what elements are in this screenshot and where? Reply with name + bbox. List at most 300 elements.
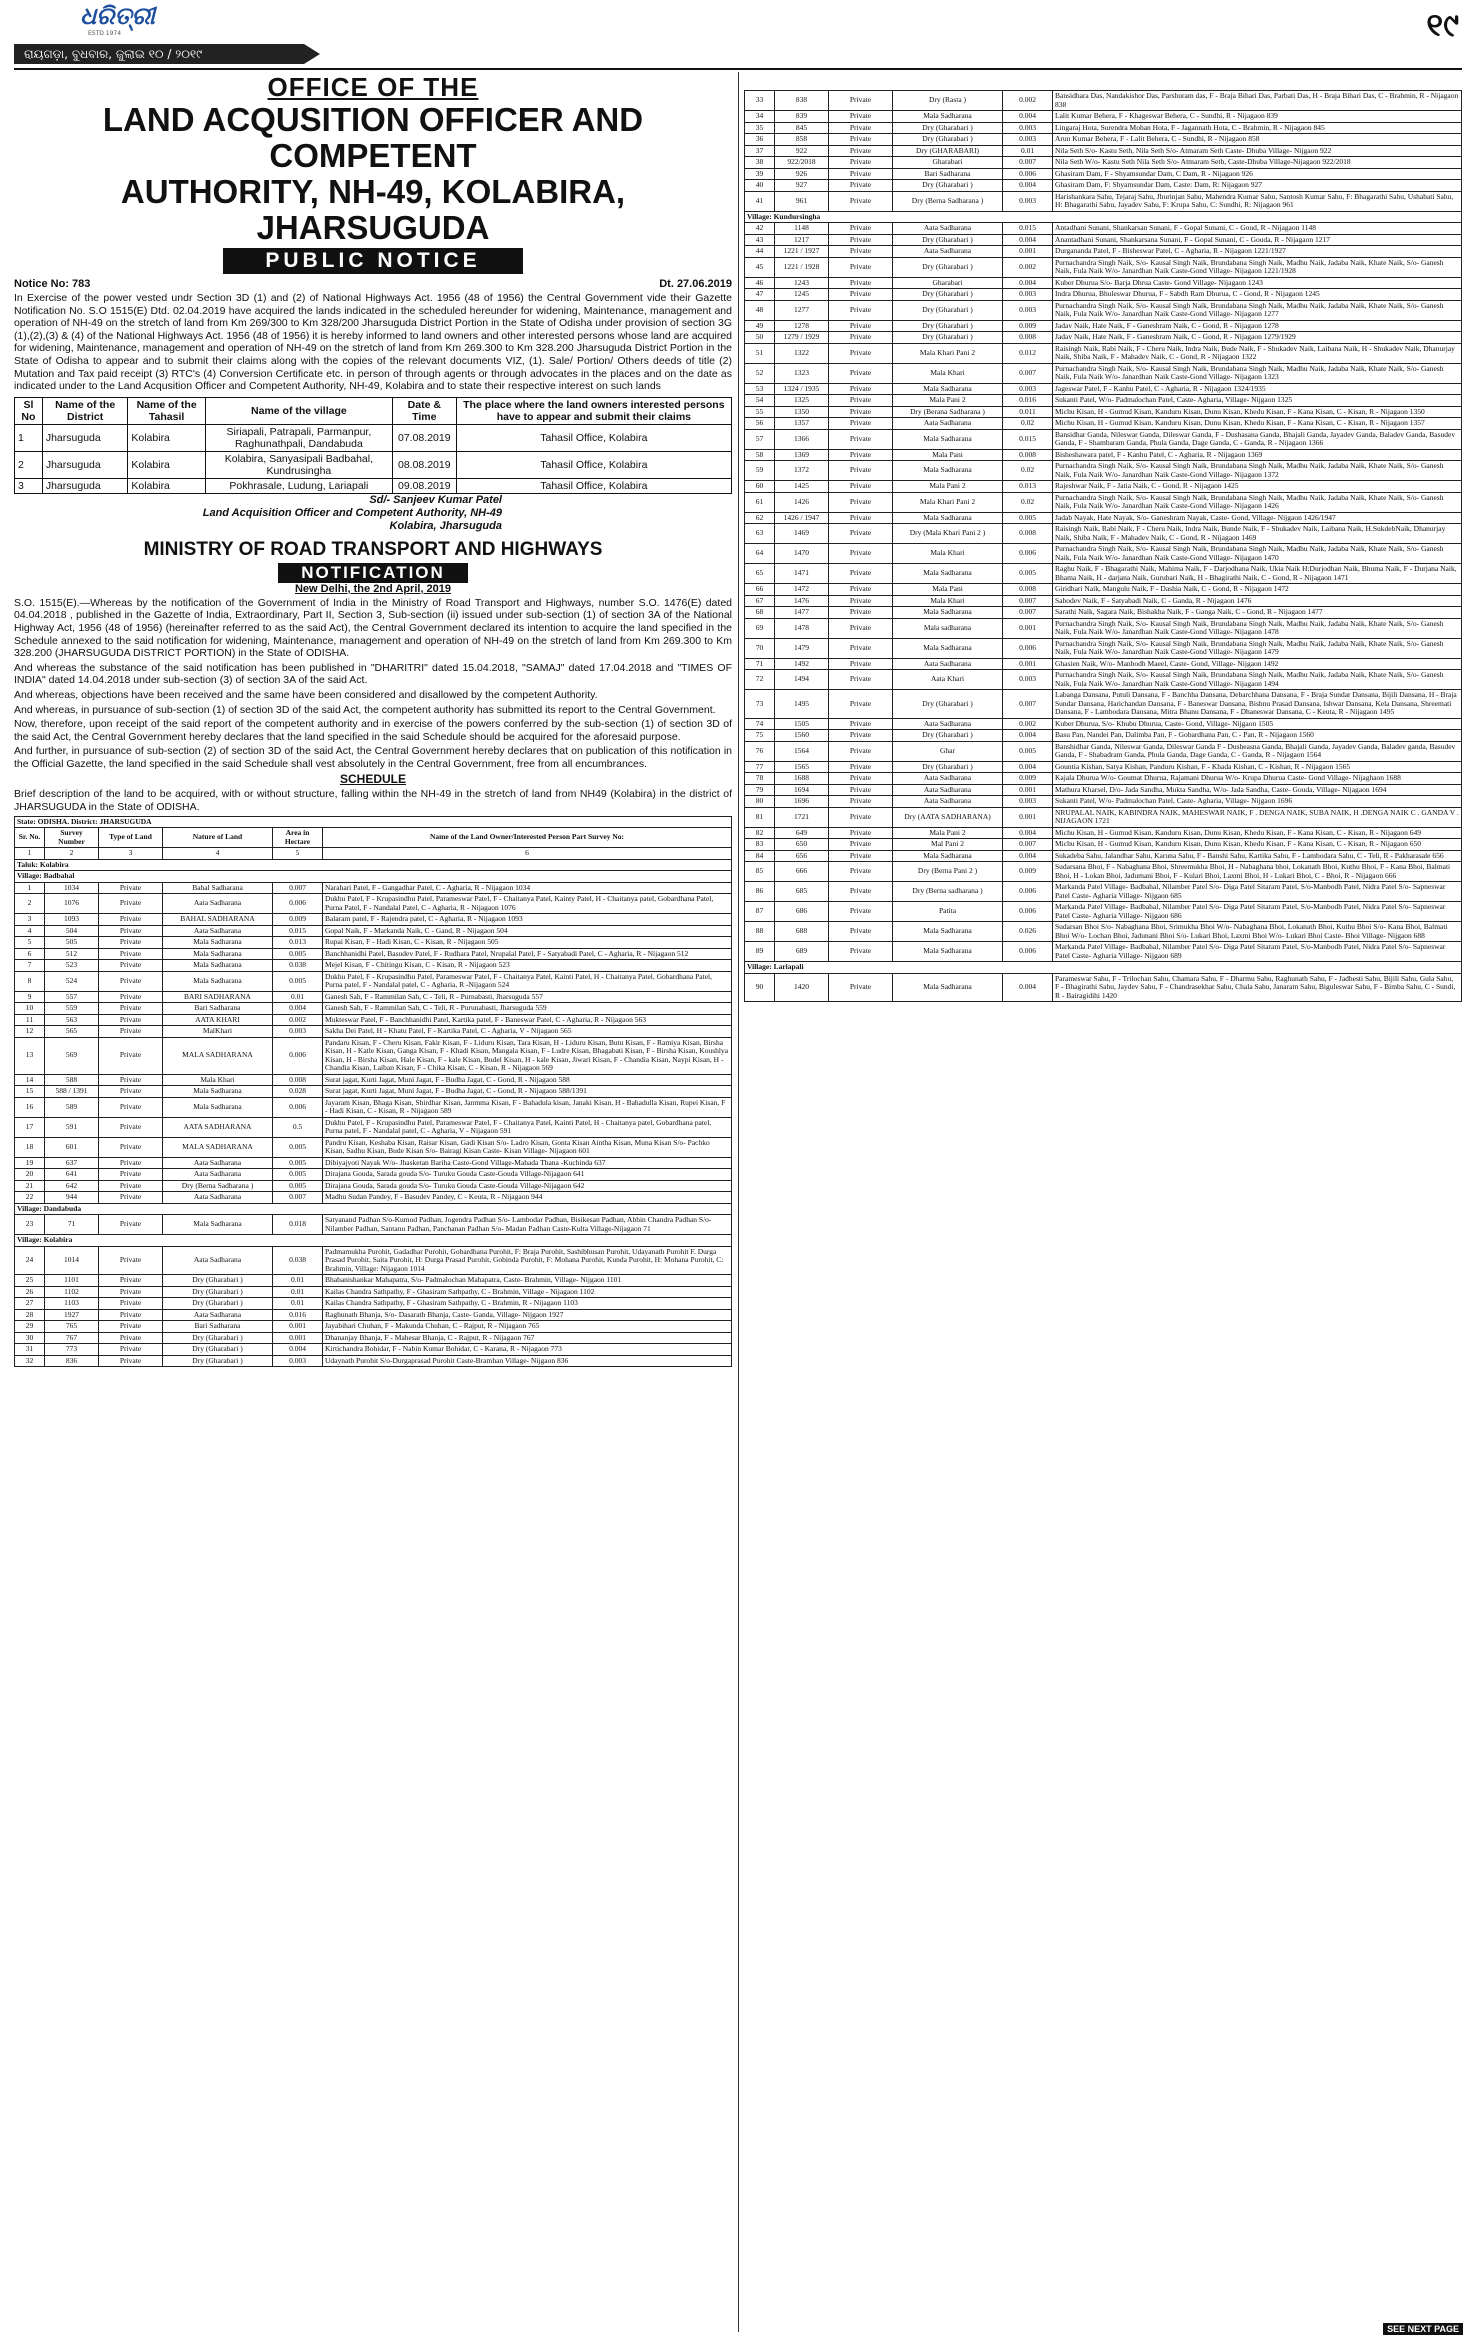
schedule-cell: 1372 <box>775 461 829 481</box>
schedule-cell: Mala Sadharana <box>893 512 1003 524</box>
schedule-cell: 601 <box>45 1137 99 1157</box>
schedule-cell: Private <box>829 320 893 332</box>
schedule-cell: Mala Khari <box>893 363 1003 383</box>
schedule-cell: 1479 <box>775 638 829 658</box>
schedule-cell: 1076 <box>45 894 99 914</box>
schedule-cell: 48 <box>745 300 775 320</box>
column-divider <box>738 72 739 2332</box>
schedule-row <box>745 741 1462 761</box>
schedule-cell: 0.038 <box>273 960 323 972</box>
schedule-header-cell: Type of Land <box>99 828 163 848</box>
schedule-cell: Mala Sadharana <box>893 111 1003 123</box>
schedule-cell: Aata Sadharana <box>163 1192 273 1204</box>
schedule-cell: Private <box>829 607 893 619</box>
schedule-cell: Jayaram Kisan, Bhaga Kisan, Shirdhar Kisan, Janmma Kisan, F - Bahadula kisan, Janaki Kisan, H - Bahadulla Kisan, Rupei Kisan, F - Hadi Kisan, C - Kisan, R - Nijagaon 589 <box>323 1097 732 1117</box>
schedule-cell: 524 <box>45 971 99 991</box>
schedule-cell: Dry (Gharabari ) <box>163 1344 273 1356</box>
schedule-cell: 20 <box>15 1169 45 1181</box>
schedule-cell: 637 <box>45 1157 99 1169</box>
schedule-cell: Sudarsana Bhoi, F - Nabaghana Bhoi, Shreemukha Bhoi, H - Nabaghana bhoi, Lokanath Bhoi, Kuthu Bhoi, F - Kana Bhoi, Balmati Bhoi, H - Lokan Bhoi, Jadumani Bhoi, F - Kulari Bhoi, Laxmi Bhoi, H - Lukari Bhoi, C - Bhoi, R - Nijagaon 666 <box>1053 862 1462 882</box>
schedule-cell: 0.006 <box>273 894 323 914</box>
schedule-cell: Private <box>99 1286 163 1298</box>
schedule-cell: Private <box>829 343 893 363</box>
schedule-cell: 9 <box>15 991 45 1003</box>
schedule-cell: Surat jagat, Kurti Jagat, Muni Jagat, F - Budha Jagat, C - Gond, R - Nijagaon 588/1391 <box>323 1086 732 1098</box>
schedule-cell: Sukanti Patel, W/o- Padmalochan Patel, Caste- Agharia, Village- Nijgaon 1696 <box>1053 796 1462 808</box>
schedule-cell: Private <box>829 564 893 584</box>
schedule-cell: Private <box>99 1117 163 1137</box>
schedule-row <box>15 991 732 1003</box>
schedule-row <box>745 773 1462 785</box>
schedule-cell: Ganesh Sah, F - Rammilan Sah, C - Teli, R - Purunabasti, Jharsuguda 559 <box>323 1003 732 1015</box>
schedule-cell: 50 <box>745 332 775 344</box>
schedule-cell: 1322 <box>775 343 829 363</box>
schedule-cell: 0.007 <box>1003 690 1053 719</box>
schedule-row <box>745 796 1462 808</box>
signature-block <box>14 494 732 533</box>
schedule-cell: 1148 <box>775 223 829 235</box>
schedule-cell: 1014 <box>45 1246 99 1275</box>
schedule-row <box>745 638 1462 658</box>
schedule-cell: 29 <box>15 1321 45 1333</box>
schedule-cell: 0.006 <box>1003 882 1053 902</box>
schedule-cell: 926 <box>775 168 829 180</box>
schedule-cell: 1495 <box>775 690 829 719</box>
schedule-cell: 68 <box>745 607 775 619</box>
schedule-row <box>745 449 1462 461</box>
schedule-cell: Sudarsan Bhoi S/o- Nabaghana Bhoi, Srimukha Bhoi W/o- Nabaghana Bhoi, Lokanath Bhoi, Kuthu Bhoi S/o- Kana Bhoi, Balmati Bhoi W/o- Lochan Bhoi, Jadunani Bhoi S/o- Lukari Bhoi, Laxmi Bhoi W/o- Lukari Bhoi Caste- Bhoi Village- Nijgaon 688 <box>1053 922 1462 942</box>
schedule-cell: Private <box>829 618 893 638</box>
schedule-cell: Mala Sadharana <box>893 922 1003 942</box>
table-cell: 08.08.2019 <box>392 451 456 478</box>
schedule-cell: Antadhani Sunani, Shankarsan Sunani, F - Gopal Sunani, C - Goud, R - Nijagaon 1148 <box>1053 223 1462 235</box>
schedule-cell: Dry (Gharabari ) <box>163 1286 273 1298</box>
schedule-cell: 1324 / 1935 <box>775 383 829 395</box>
schedule-cell: 0.009 <box>1003 862 1053 882</box>
schedule-cell: 838 <box>775 91 829 111</box>
schedule-cell: 36 <box>745 134 775 146</box>
schedule-cell: Kailas Chandra Sathpathy, F - Ghasiram Sathpathy, C - Brahmin, R - Nijagaon 1103 <box>323 1298 732 1310</box>
schedule-cell: Purnachandra Singh Naik, S/o- Kausal Singh Naik, Brundabana Singh Naik, Madhu Naik, Jadaba Naik, Khate Naik, S/o- Ganesh Naik, Fula Naik W/o- Janardhan Naik Caste-Gond Village- Nijagaon 1277 <box>1053 300 1462 320</box>
schedule-cell: 1425 <box>775 481 829 493</box>
schedule-cell: Balaram patel, F - Rajendra patel, C - Agharia, R - Nijagaon 1093 <box>323 914 732 926</box>
schedule-cell: Private <box>99 1355 163 1367</box>
schedule-cell: Aata Sadharana <box>163 1157 273 1169</box>
notice-date: Dt. 27.06.2019 <box>659 278 732 290</box>
schedule-cell: Dry (Gharabari ) <box>163 1355 273 1367</box>
schedule-cell: Gharabari <box>893 277 1003 289</box>
schedule-cell: Private <box>829 922 893 942</box>
schedule-cell: Patita <box>893 902 1003 922</box>
schedule-colnum-cell: 1 <box>15 848 45 860</box>
schedule-cell: 557 <box>45 991 99 1003</box>
schedule-row <box>745 524 1462 544</box>
schedule-cell: 0.007 <box>273 1192 323 1204</box>
schedule-cell: Dry (Berna sadharana ) <box>893 882 1003 902</box>
schedule-cell: 0.007 <box>1003 363 1053 383</box>
schedule-cell: 1477 <box>775 607 829 619</box>
signatory-name: Sd/- Sanjeev Kumar Patel <box>369 493 502 506</box>
schedule-header-cell: Nature of Land <box>163 828 273 848</box>
notice-number-line <box>14 278 732 290</box>
schedule-cell: AATA KHARI <box>163 1014 273 1026</box>
schedule-intro: Brief description of the land to be acquired, with or without structure, falling within the NH-49 in the stretch of land from NH49 (Kolabira) in the district of JHARSUGUDA in the State of ODISHA. <box>14 788 732 814</box>
schedule-cell: Private <box>99 971 163 991</box>
table-header-cell: Name of the village <box>205 397 392 424</box>
notification-para-4: And whereas, in pursuance of sub-section (1) of section 3D of the said Act, the competent authority has submitted its report to the Central Government. <box>14 703 716 716</box>
schedule-cell: Bansidhara Das, Nandakishor Das, Parshuram das, F - Braja Bihari Das, Parbati Das, H - Braja Bihari Das, C - Brahmin, R - Nijagaon 838 <box>1053 91 1462 111</box>
schedule-row <box>745 784 1462 796</box>
schedule-cell: Private <box>829 902 893 922</box>
schedule-row <box>745 134 1462 146</box>
table-row <box>15 451 732 478</box>
schedule-cell: 4 <box>15 925 45 937</box>
schedule-cell: Raisingh Naik, Rabi Naik, F - Cheru Naik, Indra Naik, Bunde Naik, F - Shukadev Naik, Laibana Naik, H.SukdebNaik, Dhanurjay Naik, Shiba Naik, F - Mahadev Naik, C - Gond, R - Nijagaon 1469 <box>1053 524 1462 544</box>
schedule-row <box>15 1097 732 1117</box>
schedule-cell: 1505 <box>775 718 829 730</box>
top-rule <box>14 68 1462 70</box>
logo-subtitle: ESTD 1974 <box>88 30 122 37</box>
notification-banner: NOTIFICATION <box>278 563 468 583</box>
schedule-row <box>745 827 1462 839</box>
schedule-cell: Rupai Kisan, F - Hadi Kisan, C - Kisan, R - Nijagaon 505 <box>323 937 732 949</box>
schedule-cell: Aata Sadharana <box>893 658 1003 670</box>
schedule-cell: 28 <box>15 1309 45 1321</box>
notification-para-6: And further, in pursuance of sub-section (2) of section 3D of the said Act, the Central Government hereby declares that on publication of this notification in the Official Gazette, the land specified in the said Schedule shall vest absolutely in the Central Government, free from all encumbrances. <box>14 745 732 770</box>
schedule-cell: 523 <box>45 960 99 972</box>
schedule-cell: 0.015 <box>273 925 323 937</box>
schedule-cell: 565 <box>45 1026 99 1038</box>
schedule-cell: 75 <box>745 730 775 742</box>
schedule-cell: Private <box>99 1321 163 1333</box>
schedule-row <box>745 942 1462 962</box>
table-cell: Tahasil Office, Kolabira <box>456 451 731 478</box>
schedule-cell: 1721 <box>775 807 829 827</box>
schedule-cell: Private <box>829 332 893 344</box>
schedule-cell: Purnachandra Singh Naik, S/o- Kausal Singh Naik, Brundabana Singh Naik, Madhu Naik, Jadaba Naik, Khate Naik, S/o- Ganesh Naik, Fula Naik W/o- Janardhan Naik Caste-Gond Village- Nijagaon 1494 <box>1053 670 1462 690</box>
schedule-cell: 0.013 <box>273 937 323 949</box>
schedule-cell: 1492 <box>775 658 829 670</box>
schedule-cell: 944 <box>45 1192 99 1204</box>
schedule-cell: Dry (Gharabari ) <box>893 690 1003 719</box>
schedule-cell: Mala Pani 2 <box>893 481 1003 493</box>
schedule-cell: Mala Sadharana <box>163 1097 273 1117</box>
schedule-cell: Mala Khari <box>893 544 1003 564</box>
notice-number: Notice No: 783 <box>14 278 91 290</box>
schedule-cell: Private <box>99 960 163 972</box>
table-cell: 09.08.2019 <box>392 478 456 493</box>
schedule-cell: 0.007 <box>1003 157 1053 169</box>
schedule-row <box>745 461 1462 481</box>
schedule-cell: Sukanti Patel, W/o- Padmalochan Patel, Caste- Agharia, Village- Nijgaon 1325 <box>1053 395 1462 407</box>
schedule-row <box>15 1157 732 1169</box>
schedule-cell: 1101 <box>45 1275 99 1287</box>
schedule-cell: Lingaraj Hota, Surendra Mohan Hota, F - Jagannath Hota, C - Brahmin, R - Nijagaon 845 <box>1053 122 1462 134</box>
schedule-cell: 51 <box>745 343 775 363</box>
schedule-cell: 16 <box>15 1097 45 1117</box>
schedule-cell: 0.005 <box>273 948 323 960</box>
schedule-cell: Private <box>829 544 893 564</box>
schedule-row <box>15 1169 732 1181</box>
table-cell: Pokhrasale, Ludung, Lariapali <box>205 478 392 493</box>
schedule-cell: 0.01 <box>273 1275 323 1287</box>
schedule-cell: Dry (GHARABARI) <box>893 145 1003 157</box>
schedule-row <box>15 914 732 926</box>
schedule-row <box>745 564 1462 584</box>
schedule-cell: Mala Sadharana <box>893 383 1003 395</box>
schedule-cell: 765 <box>45 1321 99 1333</box>
schedule-cell: Rajeshwar Naik, F - Jatia Naik, C - Gond, R - Nijagaon 1425 <box>1053 481 1462 493</box>
schedule-cell: Markanda Patel Village- Badbahal, Nilamber Patel S/o- Diga Patel Sitaram Patel, S/o-Manbodh Patel, Nidra Patel S/o- Sapneswar Patel Caste- Agharia Village- Nijgaon 685 <box>1053 882 1462 902</box>
schedule-cell: 12 <box>15 1026 45 1038</box>
schedule-cell: Kuber Dhurua S/o- Barja Dhrua Caste- Gond Village- Nijagaon 1243 <box>1053 277 1462 289</box>
schedule-cell: Jadav Naik, Hate Naik, F - Ganeshram Naik, C - Gond, R - Nijagaon 1278 <box>1053 320 1462 332</box>
schedule-cell: Private <box>829 134 893 146</box>
schedule-cell: 22 <box>15 1192 45 1204</box>
schedule-cell: Purnachandra Singh Naik, S/o- Kausal Singh Naik, Brundabana Singh Naik, Madhu Naik, Jadaba Naik, Khate Naik, S/o- Ganesh Naik, Fula Naik W/o- Janardhan Naik Caste-Gond Village- Nijagaon 1221/1928 <box>1053 257 1462 277</box>
schedule-cell: Private <box>829 191 893 211</box>
schedule-cell: 21 <box>15 1180 45 1192</box>
schedule-cell: 0.01 <box>273 1298 323 1310</box>
schedule-row <box>15 1117 732 1137</box>
schedule-cell: Private <box>829 223 893 235</box>
schedule-cell: Dry (Rasta ) <box>893 91 1003 111</box>
schedule-cell: 0.005 <box>1003 741 1053 761</box>
schedule-cell: Private <box>99 1014 163 1026</box>
schedule-cell: Private <box>99 1192 163 1204</box>
schedule-cell: 87 <box>745 902 775 922</box>
schedule-cell: Mal Pani 2 <box>893 839 1003 851</box>
notification-date: New Delhi, the 2nd April, 2019 <box>294 582 452 595</box>
schedule-cell: Lalit Kumar Behera, F - Khageswar Behera, C - Sundhi, R - Nijagaon 839 <box>1053 111 1462 123</box>
schedule-cell: Dry (Berna Pani 2 ) <box>893 862 1003 882</box>
schedule-cell: 0.003 <box>1003 289 1053 301</box>
schedule-cell: Private <box>829 111 893 123</box>
schedule-cell: 82 <box>745 827 775 839</box>
schedule-cell: 0.008 <box>273 1074 323 1086</box>
schedule-row <box>15 1192 732 1204</box>
schedule-cell: 927 <box>775 180 829 192</box>
schedule-row <box>15 1003 732 1015</box>
schedule-cell: 1478 <box>775 618 829 638</box>
schedule-cell: 1694 <box>775 784 829 796</box>
right-column <box>744 90 1462 1002</box>
schedule-cell: MALA SADHARANA <box>163 1037 273 1074</box>
schedule-row <box>745 320 1462 332</box>
schedule-row <box>745 761 1462 773</box>
schedule-cell: 47 <box>745 289 775 301</box>
schedule-cell: 0.006 <box>1003 638 1053 658</box>
schedule-cell: 57 <box>745 429 775 449</box>
schedule-cell: Private <box>99 1180 163 1192</box>
schedule-cell: Dry (Berna Sadharana ) <box>163 1180 273 1192</box>
schedule-cell: 686 <box>775 902 829 922</box>
schedule-cell: Dry (Gharabari ) <box>893 730 1003 742</box>
schedule-cell: MalKhari <box>163 1026 273 1038</box>
schedule-cell: Bahal Sadharana <box>163 882 273 894</box>
schedule-cell: 1221 / 1927 <box>775 246 829 258</box>
schedule-cell: Purnachandra Singh Naik, S/o- Kausal Singh Naik, Brundabana Singh Naik, Madhu Naik, Jadaba Naik, Khate Naik, S/o- Ganesh Naik, Fula Naik W/o- Janardhan Naik Caste-Gond Village- Nijagaon 1479 <box>1053 638 1462 658</box>
schedule-cell: Aata Sadharana <box>163 1246 273 1275</box>
schedule-cell: 37 <box>745 145 775 157</box>
schedule-cell: Private <box>829 796 893 808</box>
schedule-cell: 1357 <box>775 418 829 430</box>
schedule-cell: 0.004 <box>1003 761 1053 773</box>
schedule-header-cell: Name of the Land Owner/Interested Person Part Survey No: <box>323 828 732 848</box>
schedule-cell: Dry (Gharabari ) <box>163 1275 273 1287</box>
schedule-cell: 86 <box>745 882 775 902</box>
schedule-cell: Bari Sadharana <box>893 168 1003 180</box>
schedule-cell: 80 <box>745 796 775 808</box>
schedule-cell: 0.006 <box>1003 544 1053 564</box>
schedule-cell: BAHAL SADHARANA <box>163 914 273 926</box>
schedule-row <box>745 481 1462 493</box>
schedule-cell: Mukteswar Patel, F - Banchhanidhi Patel, Kartika patel, F - Baneswar Patel, C - Agharia, R - Nijagaon 563 <box>323 1014 732 1026</box>
schedule-cell: Private <box>829 524 893 544</box>
schedule-row <box>15 1215 732 1235</box>
schedule-cell: 14 <box>15 1074 45 1086</box>
schedule-cell: 71 <box>745 658 775 670</box>
schedule-cell: 25 <box>15 1275 45 1287</box>
schedule-cell: Dirajana Gouda, Sarada gouda S/o- Turuku Gouda Caste-Gouda Village-Nijagaon 641 <box>323 1169 732 1181</box>
schedule-cell: 0.003 <box>273 1026 323 1038</box>
schedule-cell: 23 <box>15 1215 45 1235</box>
schedule-row <box>15 971 732 991</box>
schedule-cell: 685 <box>775 882 829 902</box>
schedule-cell: Private <box>829 658 893 670</box>
schedule-cell: 0.01 <box>1003 145 1053 157</box>
schedule-cell: 922 <box>775 145 829 157</box>
schedule-cell: 0.002 <box>1003 257 1053 277</box>
schedule-cell: 0.008 <box>1003 449 1053 461</box>
schedule-cell: 0.004 <box>1003 850 1053 862</box>
schedule-cell: Sakha Dei Patel, H - Khatu Patel, F - Kartika Patel, C - Agharia, V - Nijagaon 565 <box>323 1026 732 1038</box>
schedule-cell: 0.003 <box>1003 796 1053 808</box>
schedule-cell: 7 <box>15 960 45 972</box>
schedule-cell: Markanda Patel Village- Badbahal, Nilamber Patel S/o- Diga Patel Sitaram Patel, S/o-Manbodh Patel, Nidra Patel S/o- Sapneswar Patel Caste- Agharia Village- Nijgaon 686 <box>1053 902 1462 922</box>
schedule-cell: 11 <box>15 1014 45 1026</box>
schedule-cell: Private <box>99 1332 163 1344</box>
schedule-cell: Private <box>829 257 893 277</box>
schedule-cell: Private <box>829 168 893 180</box>
schedule-cell: Private <box>99 914 163 926</box>
schedule-cell: 24 <box>15 1246 45 1275</box>
schedule-cell: Mathura Kharsel, D/o- Jada Sandha, Mukta Sandha, W/o- Jada Sandha, Caste- Gouda, Village- Nijagaon 1694 <box>1053 784 1462 796</box>
schedule-cell: Mala Sadharana <box>893 461 1003 481</box>
schedule-cell: 0.007 <box>1003 839 1053 851</box>
schedule-colnum-cell: 5 <box>273 848 323 860</box>
notification-para-5: Now, therefore, upon receipt of the said report of the competent authority and in exercise of the powers conferred by the sub-section (1) of section 3D of the said Act, the Central Government hereby declares that the land specified in the said Schedule should be acquired for the aforesaid purpose. <box>14 718 732 743</box>
schedule-cell: 0.004 <box>1003 973 1053 1002</box>
schedule-cell: 8 <box>15 971 45 991</box>
schedule-cell: 65 <box>745 564 775 584</box>
schedule-cell: 0.016 <box>1003 395 1053 407</box>
schedule-cell: Private <box>829 773 893 785</box>
schedule-cell: Dry (Gharabari ) <box>893 180 1003 192</box>
schedule-cell: Aata Khari <box>893 670 1003 690</box>
schedule-row <box>15 1275 732 1287</box>
schedule-cell: 1217 <box>775 234 829 246</box>
schedule-cell: 31 <box>15 1344 45 1356</box>
schedule-cell: Mala Sadharana <box>893 973 1003 1002</box>
schedule-cell: Michu Kisan, H - Gumud Kisan, Kanduru Kisan, Dunu Kisan, Khedu Kisan, F - Kana Kisan, C - Kisan, R - Nijagaon 649 <box>1053 827 1462 839</box>
schedule-taluk-row <box>15 859 732 871</box>
schedule-row <box>745 234 1462 246</box>
schedule-cell: 1565 <box>775 761 829 773</box>
schedule-row <box>15 1026 732 1038</box>
schedule-cell: Private <box>829 784 893 796</box>
schedule-row <box>15 1309 732 1321</box>
schedule-cell: Dry (Gharabari ) <box>893 234 1003 246</box>
schedule-cell: Dukhu Patel, F - Krupasindhu Patel, Parameswar Patel, F - Chaitanya Patel, Kainti Patel, H - Chaitanya patel, Gobardhana patel, Purna patel, F - Nandalal patel, C - Agharia, V - Nijagaon 591 <box>323 1117 732 1137</box>
schedule-cell: Mala Sadharana <box>893 638 1003 658</box>
schedule-cell: Private <box>829 761 893 773</box>
schedule-cell: 58 <box>745 449 775 461</box>
ministry-title: MINISTRY OF ROAD TRANSPORT AND HIGHWAYS <box>143 538 603 560</box>
schedule-row <box>745 122 1462 134</box>
schedule-cell: 40 <box>745 180 775 192</box>
schedule-cell: Kajala Dhurua W/o- Goumat Dhurua, Rajamani Dhurua W/o- Krupa Dhurua Caste- Gond Village- Nijaghaon 1688 <box>1053 773 1462 785</box>
schedule-cell: NRUPALAL NAIK, KABINDRA NAIK, MAHESWAR NAIK, F . DENGA NAIK, SUBA NAIK, H .DENGA NAIK C . GANDA V . NIJAGAON 1721 <box>1053 807 1462 827</box>
schedule-cell: 0.012 <box>1003 343 1053 363</box>
table-cell: Tahasil Office, Kolabira <box>456 478 731 493</box>
schedule-cell: Private <box>99 1298 163 1310</box>
schedule-cell: 0.004 <box>1003 730 1053 742</box>
schedule-cell: Private <box>99 1169 163 1181</box>
schedule-cell: Mala Pani 2 <box>893 395 1003 407</box>
schedule-row <box>745 862 1462 882</box>
schedule-cell: 1420 <box>775 973 829 1002</box>
schedule-cell: 0.003 <box>1003 383 1053 395</box>
schedule-row <box>745 332 1462 344</box>
schedule-cell: 1221 / 1928 <box>775 257 829 277</box>
schedule-cell: Mala Sadharana <box>163 1215 273 1235</box>
schedule-cell: Harishankara Sahu, Tejaraj Sahu, Jhurinjan Sahu, Mahendra Kumar Sahu, Santosh Kumar Sahu, F: Bhagarathi Sahu, Ushabati Sahu, H: Bhagarathi Sahu, Jayadev Sahu, F: Krupa Sahu, C: Sundhi, R: Nijagaon 961 <box>1053 191 1462 211</box>
schedule-cell: 39 <box>745 168 775 180</box>
schedule-cell: 1325 <box>775 395 829 407</box>
schedule-cell: 6 <box>15 948 45 960</box>
schedule-cell: 0.015 <box>1003 223 1053 235</box>
schedule-cell: Arun Kumar Behera, F - Lalit Behera, C - Sundhi, R - Nijagaon 858 <box>1053 134 1462 146</box>
schedule-cell: Labanga Dansana, Putuli Dansana, F - Banchha Dansana, Debarchhana Dansana, F - Braja Sundar Dansana, Bijili Dansana, H - Braja Sundar Dansana, Harichandan Dansana, F - Baneswar Dansana, Bishnu Prasad Dansana, Ishwar Dansana, Kela Dansana, Shreemati Dansana, F - Lambodara Dansana, Mitra Bhanu Dansana, F - Dhaneswar Dansana, C - Keuta, R - Nijagaon 1495 <box>1053 690 1462 719</box>
schedule-table-left <box>14 816 732 1368</box>
schedule-cell: Banshidhar Ganda, Nileswar Ganda, Dileswar Ganda F - Dusheasna Ganda, Bhajali Ganda, Jayadev Ganda, Baladev ganda, Basudev Ganda, F - Shabadram Ganda, Phula Ganda, Dage Ganda, C - Ganda, R - Nijagaon 1564 <box>1053 741 1462 761</box>
schedule-cell: Private <box>829 690 893 719</box>
schedule-header-cell: Area in Hectare <box>273 828 323 848</box>
schedule-cell: Ghasien Naik, W/o- Manbodh Maeel, Caste- Gond, Village- Nijgaon 1492 <box>1053 658 1462 670</box>
office-title-line1: OFFICE OF THE <box>267 72 479 102</box>
schedule-cell: 773 <box>45 1344 99 1356</box>
schedule-cell: Dry (Gharabari ) <box>893 289 1003 301</box>
schedule-cell: Dry (Gharabari ) <box>893 332 1003 344</box>
schedule-colnum-row <box>15 848 732 860</box>
schedule-cell: Dukhu Patel, F - Krupasindhu Patel, Parameswar Patel, F - Chaitanya Patel, Kainty Patel, H - Chaitanya patel, Gobardhana Patel, Purna Patel, F - Nandalal Patel, C - Agharia, R - Nijagaon 1076 <box>323 894 732 914</box>
schedule-row <box>15 1286 732 1298</box>
schedule-row <box>745 418 1462 430</box>
schedule-cell: 56 <box>745 418 775 430</box>
schedule-cell: 0.006 <box>1003 168 1053 180</box>
schedule-cell: Basu Pan, Nandei Pan, Dalimba Pan, F - Gobardhana Pan, C - Pan, R - Nijagaon 1560 <box>1053 730 1462 742</box>
schedule-cell: Private <box>99 948 163 960</box>
schedule-cell: 33 <box>745 91 775 111</box>
schedule-cell: 0.005 <box>273 971 323 991</box>
schedule-row <box>15 894 732 914</box>
schedule-cell: Private <box>829 827 893 839</box>
schedule-cell: 0.02 <box>1003 492 1053 512</box>
schedule-cell: Private <box>829 157 893 169</box>
schedule-cell: 0.005 <box>1003 564 1053 584</box>
schedule-cell: Dry (Gharabari ) <box>893 320 1003 332</box>
